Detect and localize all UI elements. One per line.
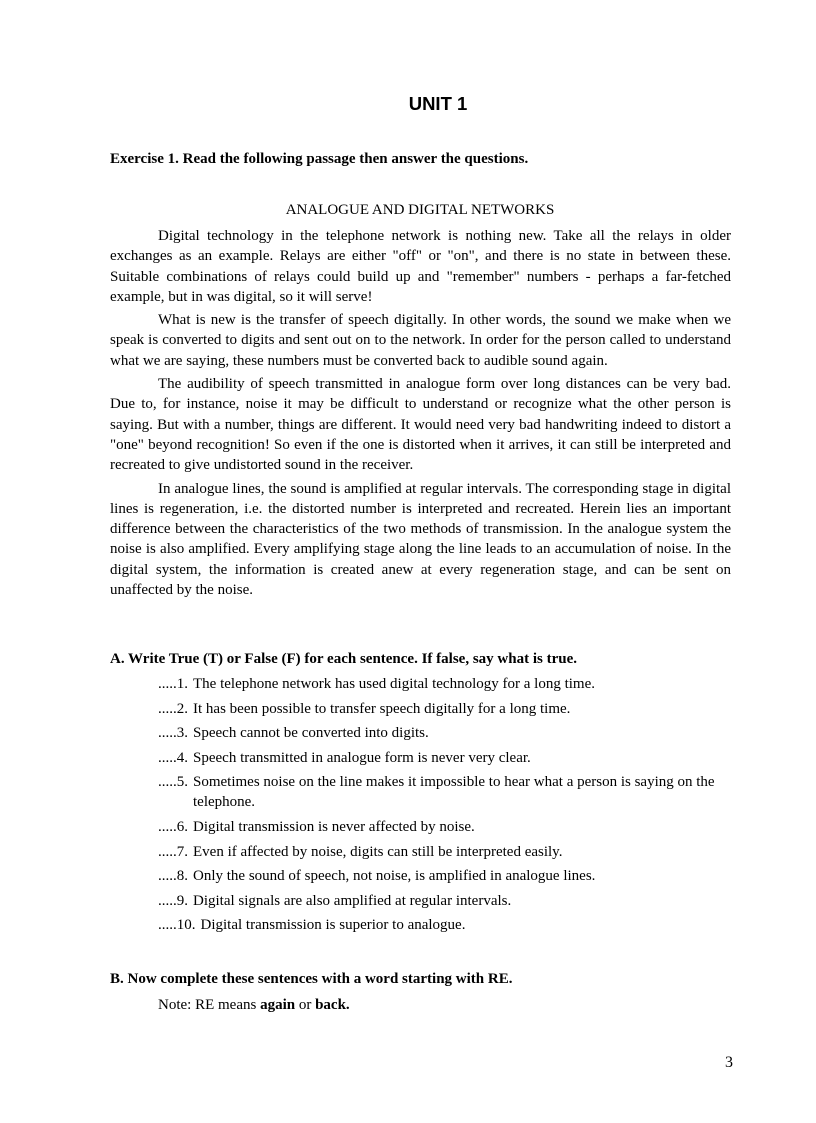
list-item [158,723,732,743]
list-item [158,817,732,837]
note-word-back: back. [315,997,350,1013]
item-text: Digital transmission is superior to analogue. [200,917,466,934]
section-b-heading: B. Now complete these sentences with a word starting with RE. [110,971,513,987]
item-number: .....4. [158,749,188,766]
item-number: .....1. [158,676,188,692]
item-number: .....6. [158,818,188,835]
note-prefix: Note: RE means [158,997,261,1013]
passage-body [110,226,731,603]
item-number: .....9. [158,892,188,909]
list-item [158,891,732,911]
list-item [158,699,732,719]
exercise-heading: Exercise 1. Read the following passage then answer the questions. [110,151,529,167]
section-a-heading: A. Write True (T) or False (F) for each sentence. If false, say what is true. [110,651,577,667]
item-text: Only the sound of speech, not noise, is amplified in analogue lines. [193,868,596,885]
item-text: Even if affected by noise, digits can still be interpreted easily. [193,843,563,860]
true-false-list [158,674,732,940]
note-or: or [295,997,316,1013]
item-text: It has been possible to transfer speech digitally for a long time. [193,700,571,717]
item-text: Speech transmitted in analogue form is never very clear. [193,749,531,766]
item-text: The telephone network has used digital technology for a long time. [193,676,595,692]
item-number: .....3. [158,725,188,742]
passage-paragraph: In analogue lines, the sound is amplified at regular intervals. The corresponding stage in digital lines is regeneration, i.e. the distorted number is interpreted and recreated. Herein lies an important difference between the characteristics of the two methods of transmission. In the analogue system the noise is also amplified. Every amplifying stage along the line leads to an accumulation of noise. In the digital system, the information is created anew at every regeneration stage, and can be sent on unaffected by the noise. [110,480,731,599]
item-text: Digital signals are also amplified at regular intervals. [193,892,512,909]
list-item [158,674,732,694]
list-item [158,915,732,935]
unit-title: UNIT 1 [408,93,468,114]
list-item [158,866,732,886]
item-text: Sometimes noise on the line makes it impossible to hear what a person is saying on the telephone. [193,774,715,811]
passage-paragraph: The audibility of speech transmitted in analogue form over long distances can be very bad. Due to, for instance, noise it may be difficult to understand or recognize what the other person is saying. But with a number, things are different. It would need very bad handwriting indeed to distort a "one" beyond recognition! So even if the one is distorted when it arrives, it can still be interpreted and recreated to give undistorted sound in the receiver. [110,376,731,474]
list-item [158,772,732,812]
page-number: 3 [725,1054,733,1071]
note-word-again: again [260,997,296,1013]
item-number: .....2. [158,700,188,717]
item-number: .....8. [158,868,188,885]
passage-paragraph: Digital technology in the telephone network is nothing new. Take all the relays in older exchanges as an example. Relays are either "off" or "on", and there is no state in between these. Suitable combinations of relays could build up and "remember" numbers - perhaps a far-fetched example, but in was digital, so it will serve! [110,228,731,305]
passage-paragraph: What is new is the transfer of speech digitally. In other words, the sound we make when we speak is converted to digits and sent out on to the network. In order for the person called to understand what we are saying, these numbers must be converted back to audible sound again. [110,312,731,369]
item-text: Digital transmission is never affected by noise. [193,818,475,835]
item-number: .....7. [158,843,188,860]
item-text: Speech cannot be converted into digits. [193,725,429,742]
item-number: .....5. [158,774,188,791]
list-item [158,748,732,768]
list-item [158,842,732,862]
item-number: .....10. [158,917,196,934]
section-b-note [158,997,350,1014]
passage-title: ANALOGUE AND DIGITAL NETWORKS [285,202,555,218]
